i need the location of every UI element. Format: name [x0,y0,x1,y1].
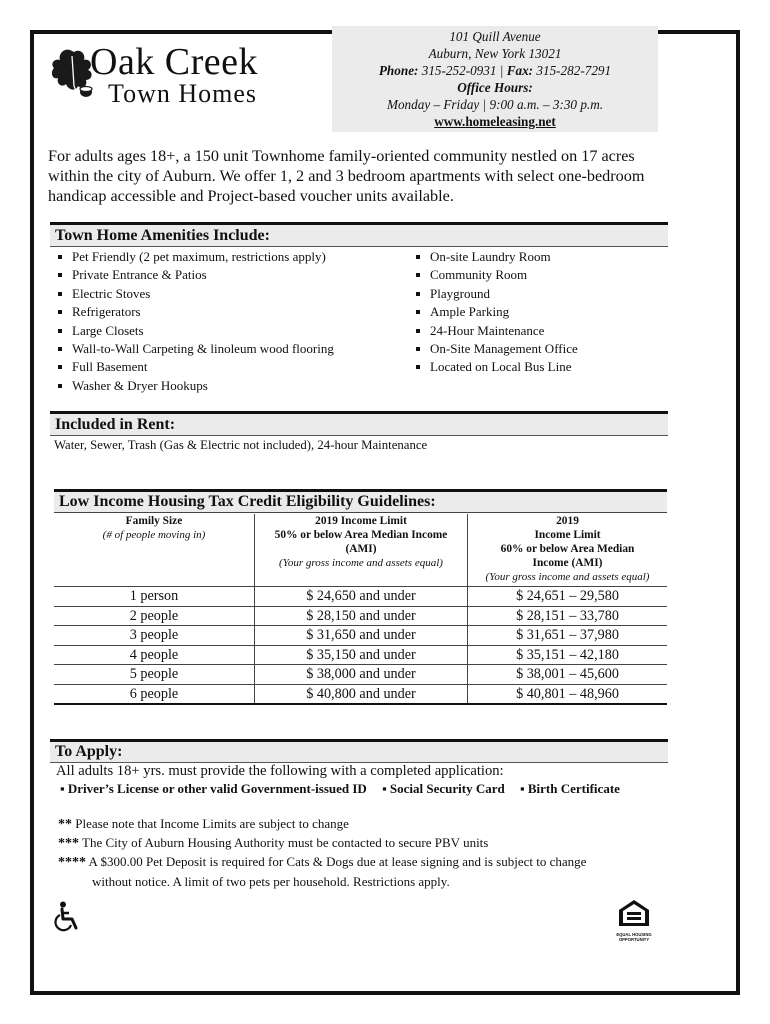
doc-drivers-license: ▪ Driver’s License or other valid Government-issued ID [60,781,367,796]
amenities-list-right [412,248,652,377]
income-heading: Low Income Housing Tax Credit Eligibility Guidelines: [54,489,667,513]
amenities-list-left [54,248,414,395]
table-row: 2 people $ 28,150 and under $ 28,151 – 33,780 [54,606,667,626]
table-row: 4 people $ 35,150 and under $ 35,151 – 42,180 [54,645,667,665]
office-hours: Monday – Friday | 9:00 a.m. – 3:30 p.m. [386,97,604,112]
required-documents [60,781,632,797]
doc-social-security: ▪ Social Security Card [382,781,505,796]
wheelchair-icon [54,901,82,933]
col-limit-50: 2019 Income Limit 50% or below Area Median Income (AMI) (Your gross income and assets equal) [255,514,468,587]
note-3-cont: without notice. A limit of two pets per household. Restrictions apply. [92,873,450,889]
apply-heading: To Apply: [50,739,668,763]
table-row: 6 people $ 40,800 and under $ 40,801 – 48,960 [54,684,667,704]
hours-label: Office Hours: [457,80,533,95]
table-row: 1 person $ 24,650 and under $ 24,651 – 29,580 [54,587,667,607]
logo [48,40,288,110]
fax-label: Fax: [506,63,534,78]
amenity-item: Community Room [412,266,652,284]
phone-fax-line: Phone: 315-252-0931 | Fax: 315-282-7291 [378,63,612,78]
amenity-item: On-Site Management Office [412,340,652,358]
address-line1: 101 Quill Avenue [449,29,541,44]
note-2: *** The City of Auburn Housing Authority must be contacted to secure PBV units [58,835,489,852]
amenity-item: 24-Hour Maintenance [412,322,652,340]
note-1: ** Please note that Income Limits are subject to change [58,816,349,832]
doc-birth-certificate: ▪ Birth Certificate [520,781,620,796]
amenity-item: Refrigerators [54,303,414,321]
col-family-size: Family Size (# of people moving in) [102,515,206,541]
phone-number: 315-252-0931 [421,63,497,78]
amenities-heading: Town Home Amenities Include: [50,222,668,247]
table-row: 3 people $ 31,650 and under $ 31,651 – 37,980 [54,626,667,646]
amenity-item: Large Closets [54,322,414,340]
eho-text: EQUAL HOUSING OPPORTUNITY [616,932,652,942]
amenity-item: Electric Stoves [54,285,414,303]
income-table [54,514,667,705]
income-table-header [54,514,667,587]
logo-line1: Oak Creek [90,41,259,83]
apply-text: All adults 18+ yrs. must provide the following with a completed application: [56,763,504,779]
intro-paragraph: For adults ages 18+, a 150 unit Townhome family-oriented community nestled on 17 acres within the city of Auburn. We offer 1, 2 and 3 bedroom apartments with select one-bedroom handicap accessible and Project-based voucher units available. [48,147,645,205]
fax-number: 315-282-7291 [536,63,612,78]
equal-housing-opportunity-icon [616,898,652,942]
amenity-item: Located on Local Bus Line [412,358,652,376]
rent-heading: Included in Rent: [50,411,668,436]
amenity-item: Wall-to-Wall Carpeting & linoleum wood flooring [54,340,414,358]
contact-box [332,26,658,132]
amenity-item: Playground [412,285,652,303]
amenity-item: Washer & Dryer Hookups [54,377,414,395]
address-line2: Auburn, New York 13021 [428,46,562,61]
amenity-item: On-site Laundry Room [412,248,652,266]
amenity-item: Pet Friendly (2 pet maximum, restrictions apply) [54,248,414,266]
amenity-item: Ample Parking [412,303,652,321]
col-limit-60: 2019 Income Limit 60% or below Area Median Income (AMI) (Your gross income and assets equal) [468,514,668,587]
oak-leaf-icon [48,46,96,102]
amenity-item: Full Basement [54,358,414,376]
note-3: **** A $300.00 Pet Deposit is required for Cats & Dogs due at lease signing and is subject to change [58,854,587,871]
notes [58,815,658,891]
website-link[interactable]: www.homeleasing.net [434,114,556,129]
amenity-item: Private Entrance & Patios [54,266,414,284]
table-row: 5 people $ 38,000 and under $ 38,001 – 45,600 [54,665,667,685]
rent-text: Water, Sewer, Trash (Gas & Electric not included), 24-hour Maintenance [54,438,428,452]
phone-label: Phone: [378,63,419,78]
logo-line2: Town Homes [108,79,258,108]
